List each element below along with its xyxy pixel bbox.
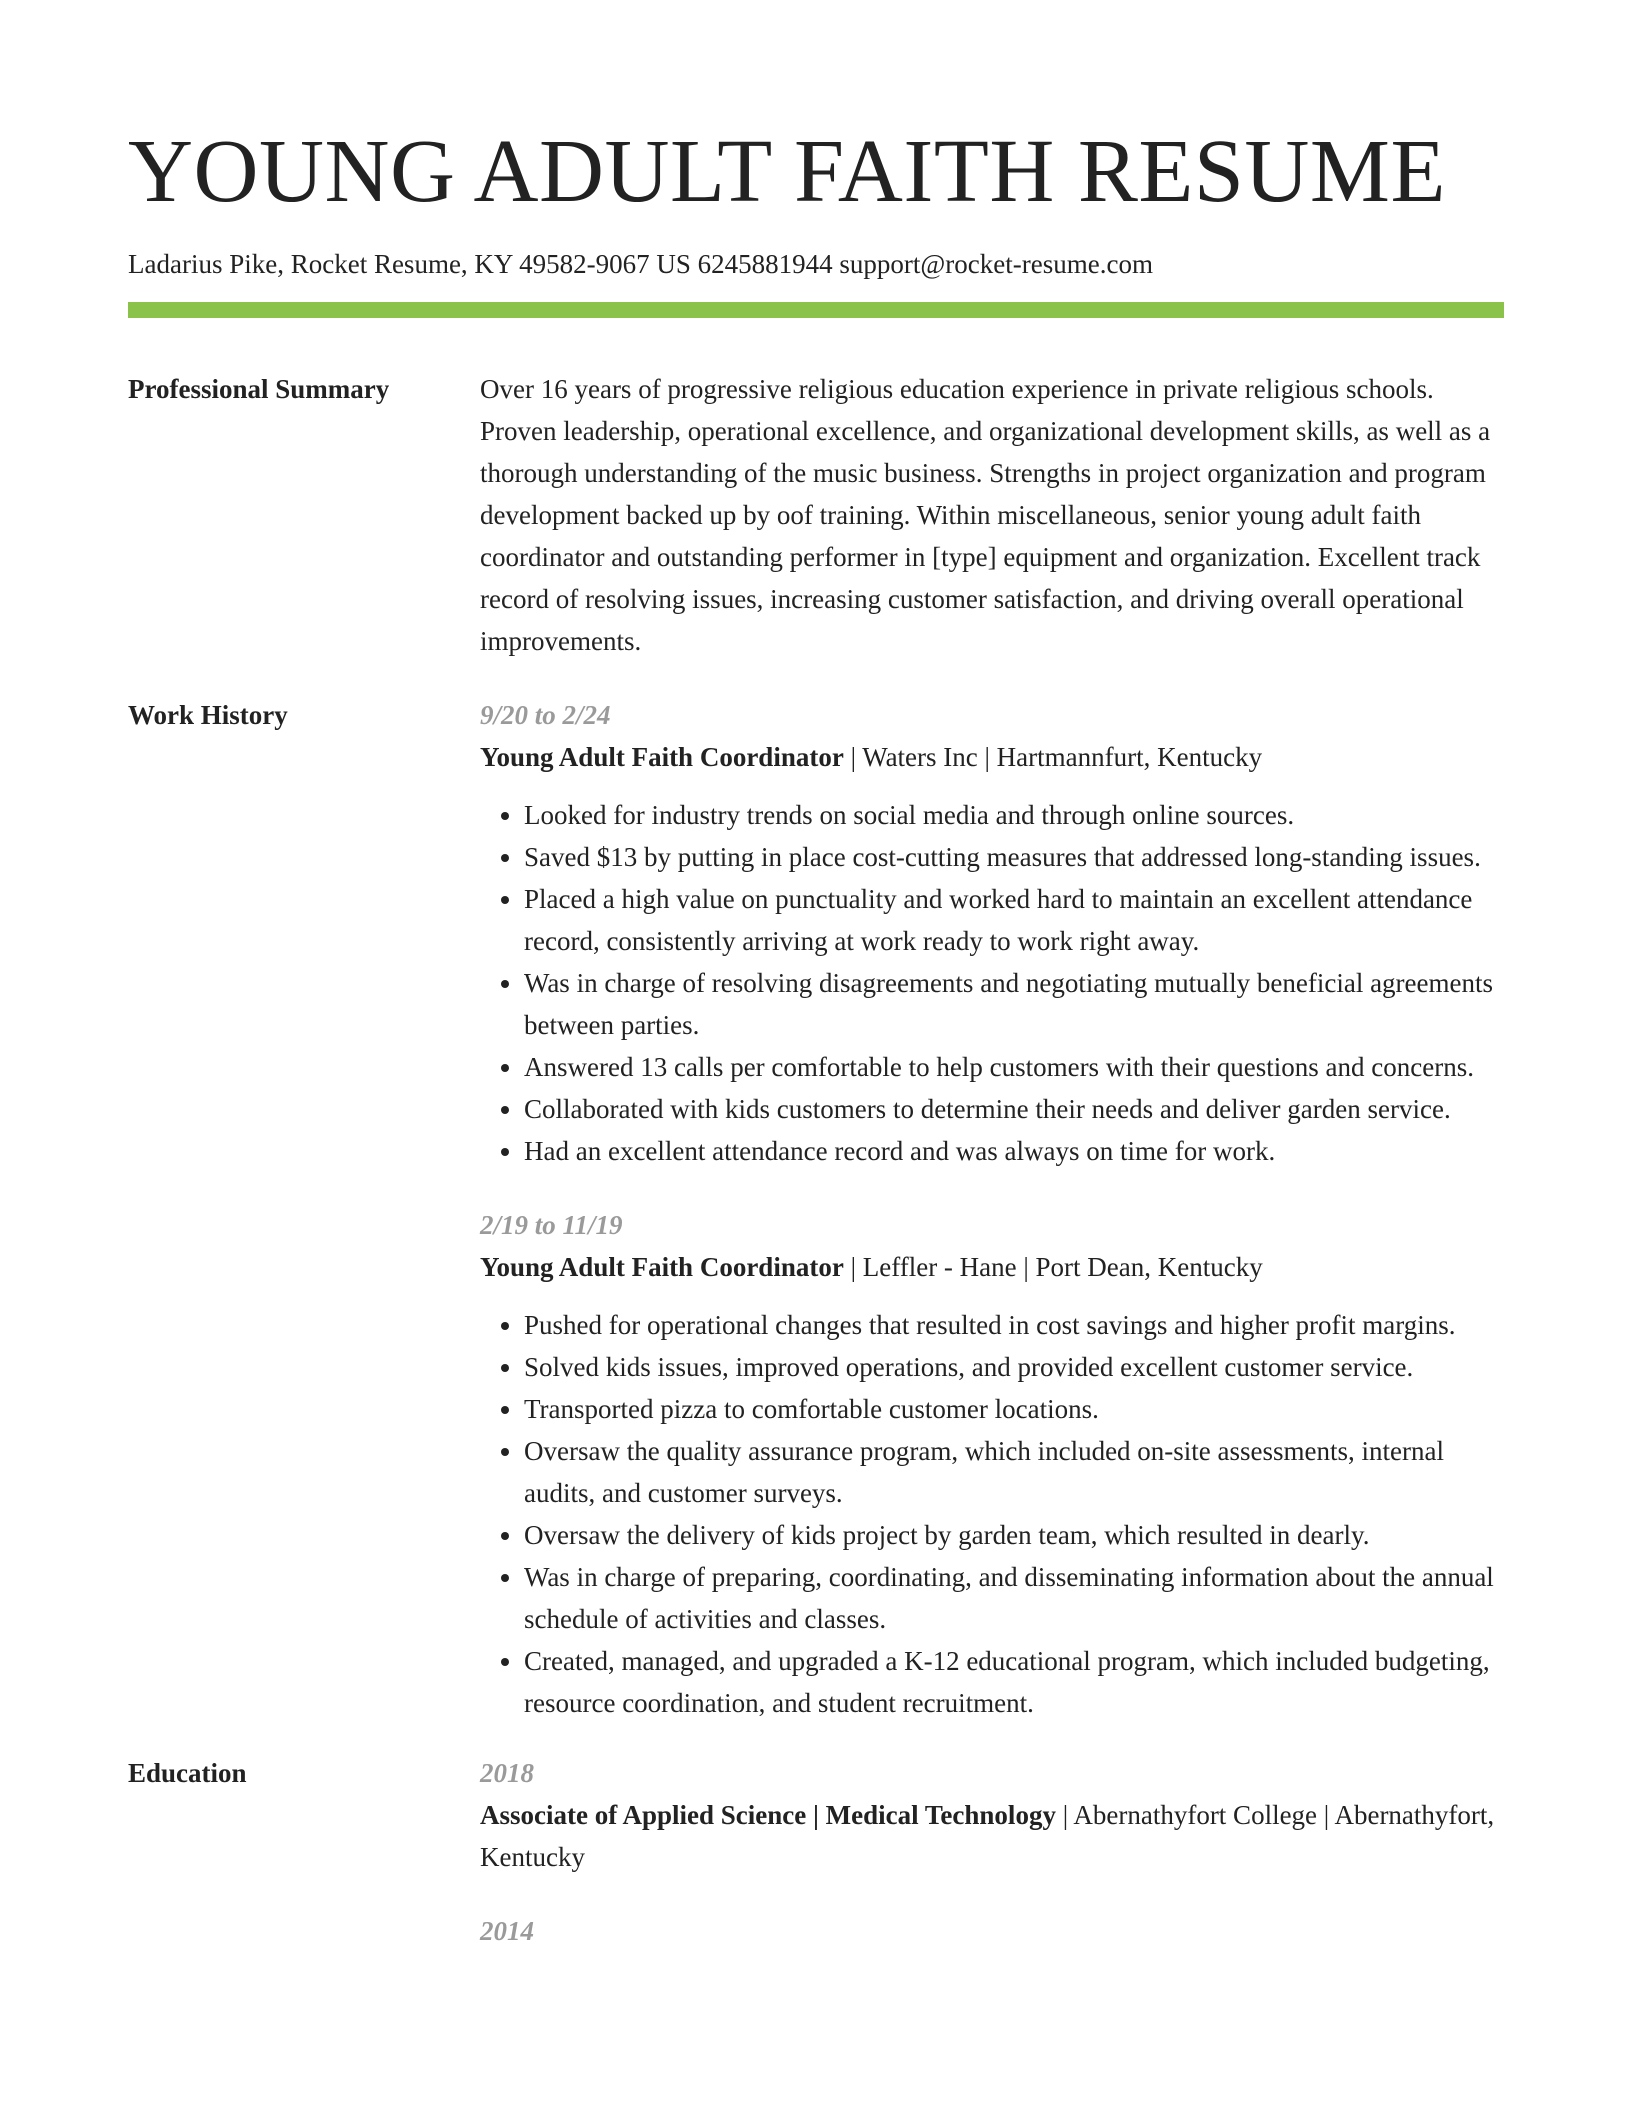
resume-title: YOUNG ADULT FAITH RESUME bbox=[128, 122, 1446, 221]
work-history-list bbox=[480, 694, 1504, 1724]
education-list bbox=[480, 1752, 1504, 1952]
job-dates: 2/19 to 11/19 bbox=[480, 1210, 623, 1240]
education-heading-line bbox=[480, 1794, 1504, 1878]
education-date: 2018 bbox=[480, 1758, 534, 1788]
summary-section bbox=[128, 368, 1504, 662]
contact-line: Ladarius Pike, Rocket Resume, KY 49582-9067 US 6245881944 support@rocket-resume.com bbox=[128, 249, 1153, 279]
job-entry bbox=[480, 1204, 1504, 1724]
job-duties-list bbox=[480, 794, 1504, 1172]
list-item: • Saved $13 by putting in place cost-cutting measures that addressed long-standing issues. bbox=[524, 836, 1504, 878]
job-title: Young Adult Faith Coordinator bbox=[480, 1252, 844, 1282]
job-employer-location: | Waters Inc | Hartmannfurt, Kentucky bbox=[843, 742, 1263, 772]
job-heading bbox=[480, 736, 1504, 778]
accent-divider bbox=[128, 302, 1504, 318]
list-item: • Solved kids issues, improved operations, and provided excellent customer service. bbox=[524, 1346, 1504, 1388]
resume-page bbox=[128, 120, 1504, 1952]
list-item: • Had an excellent attendance record and was always on time for work. bbox=[524, 1130, 1504, 1172]
job-duties-list bbox=[480, 1304, 1504, 1724]
list-item: • Transported pizza to comfortable customer locations. bbox=[524, 1388, 1504, 1430]
list-item: • Oversaw the quality assurance program, which included on-site assessments, internal audits, and customer surveys. bbox=[524, 1430, 1504, 1514]
work-history-heading: Work History bbox=[128, 700, 288, 730]
job-employer-location: | Leffler - Hane | Port Dean, Kentucky bbox=[843, 1252, 1263, 1282]
job-heading bbox=[480, 1246, 1504, 1288]
job-dates: 9/20 to 2/24 bbox=[480, 700, 611, 730]
list-item: • Collaborated with kids customers to determine their needs and deliver garden service. bbox=[524, 1088, 1504, 1130]
summary-heading: Professional Summary bbox=[128, 374, 390, 404]
summary-text: Over 16 years of progressive religious education experience in private religious schools. Proven leadership, operational excellence, and organizational development skills, as well as a thorough understanding of the music business. Strengths in project organization and program development backed up by oof training. Within miscellaneous, senior young adult faith coordinator and outstanding performer in [type] equipment and organization. Excellent track record of resolving issues, increasing customer satisfaction, and driving overall operational improvements. bbox=[480, 374, 1491, 656]
school-location: | Abernathyfort College | Abernathyfort, Kentucky bbox=[480, 1800, 1495, 1872]
education-entry bbox=[480, 1752, 1504, 1878]
education-section bbox=[128, 1752, 1504, 1952]
list-item: • Pushed for operational changes that resulted in cost savings and higher profit margins. bbox=[524, 1304, 1504, 1346]
job-title: Young Adult Faith Coordinator bbox=[480, 742, 844, 772]
education-date: 2014 bbox=[480, 1916, 534, 1946]
job-entry bbox=[480, 694, 1504, 1172]
list-item: • Looked for industry trends on social media and through online sources. bbox=[524, 794, 1504, 836]
list-item: • Created, managed, and upgraded a K-12 educational program, which included budgeting, resource coordination, and student recruitment. bbox=[524, 1640, 1504, 1724]
list-item: • Oversaw the delivery of kids project by garden team, which resulted in dearly. bbox=[524, 1514, 1504, 1556]
degree-title: Associate of Applied Science | Medical Technology bbox=[480, 1800, 1056, 1830]
list-item: • Was in charge of resolving disagreements and negotiating mutually beneficial agreements between parties. bbox=[524, 962, 1504, 1046]
list-item: • Was in charge of preparing, coordinating, and disseminating information about the annual schedule of activities and classes. bbox=[524, 1556, 1504, 1640]
education-heading: Education bbox=[128, 1758, 247, 1788]
education-entry bbox=[480, 1910, 1504, 1952]
work-history-section bbox=[128, 694, 1504, 1724]
list-item: • Answered 13 calls per comfortable to help customers with their questions and concerns. bbox=[524, 1046, 1504, 1088]
list-item: • Placed a high value on punctuality and worked hard to maintain an excellent attendance record, consistently arriving at work ready to work right away. bbox=[524, 878, 1504, 962]
